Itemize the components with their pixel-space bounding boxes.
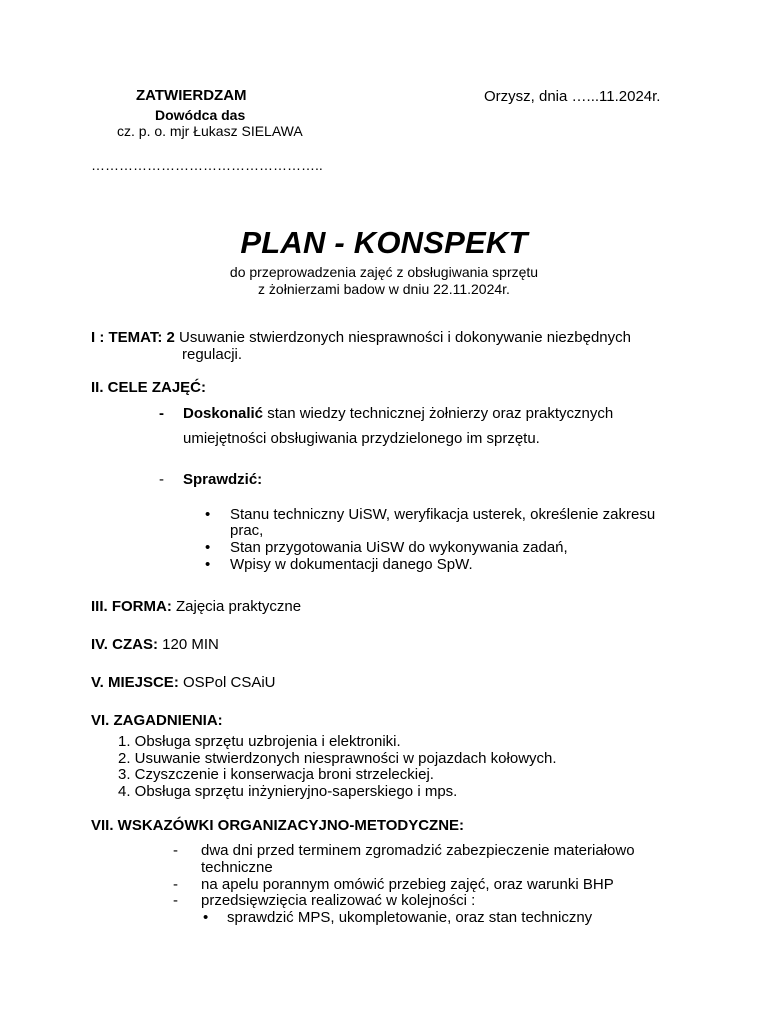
- subtitle-line-1: do przeprowadzenia zajęć z obsługiwania sprzętu: [229, 264, 539, 280]
- place-date: Orzysz, dnia …...11.2024r.: [484, 88, 661, 105]
- guideline-dash: -: [173, 876, 178, 893]
- guideline-sub-item: sprawdzić MPS, ukompletowanie, oraz stan techniczny: [227, 909, 593, 926]
- issue-item-4: 4. Obsługa sprzętu inżynieryjno-saperskiego i mps.: [118, 783, 458, 800]
- topic-text-2: regulacji.: [182, 346, 243, 363]
- place-value: OSPol CSAiU: [178, 674, 276, 691]
- form-line: [91, 598, 301, 615]
- bullet-icon: •: [203, 909, 209, 926]
- place-line: [91, 674, 276, 691]
- goal-item-1-text: stan wiedzy technicznej żołnierzy oraz praktycznych: [263, 405, 614, 422]
- time-label: IV. CZAS:: [91, 636, 158, 653]
- bullet-icon: •: [205, 506, 211, 523]
- issues-heading: VI. ZAGADNIENIA:: [91, 712, 223, 729]
- issue-item-2: 2. Usuwanie stwierdzonych niesprawności w pojazdach kołowych.: [118, 750, 557, 767]
- document-title-text: PLAN - KONSPEKT: [240, 225, 528, 260]
- guidelines-heading: VII. WSKAZÓWKI ORGANIZACYJNO-METODYCZNE:: [91, 817, 465, 834]
- guideline-item-1-line-2: techniczne: [201, 859, 273, 876]
- issue-item-3: 3. Czyszczenie i konserwacja broni strzeleckiej.: [118, 766, 434, 783]
- check-item-3: Wpisy w dokumentacji danego SpW.: [230, 556, 473, 573]
- guideline-dash: -: [173, 892, 178, 909]
- time-value: 120 MIN: [157, 636, 219, 653]
- approve-heading: ZATWIERDZAM: [136, 87, 247, 104]
- goal-dash-1: -: [159, 405, 164, 422]
- goals-heading: II. CELE ZAJĘĆ:: [91, 379, 207, 396]
- bullet-icon: •: [205, 556, 211, 573]
- goal-item-1-line-2: umiejętności obsługiwania przydzielonego im sprzętu.: [183, 430, 540, 447]
- check-item-1-line-2: prac,: [230, 522, 264, 539]
- place-label: V. MIEJSCE:: [91, 674, 179, 691]
- guideline-item-3: przedsięwzięcia realizować w kolejności :: [201, 892, 476, 909]
- form-label: III. FORMA:: [91, 598, 172, 615]
- guideline-item-1: dwa dni przed terminem zgromadzić zabezpieczenie materiałowo: [201, 842, 635, 859]
- commander-title: Dowódca das: [155, 107, 246, 123]
- goal-item-1: [183, 405, 613, 422]
- issue-item-1: 1. Obsługa sprzętu uzbrojenia i elektroniki.: [118, 733, 401, 750]
- document-title: [0, 225, 768, 261]
- check-item-1: Stanu techniczny UiSW, weryfikacja usterek, określenie zakresu: [230, 506, 656, 523]
- goal-item-2-verb: Sprawdzić:: [183, 471, 263, 488]
- time-line: [91, 636, 219, 653]
- bullet-icon: •: [205, 539, 211, 556]
- topic-label: I : TEMAT: 2: [91, 329, 175, 346]
- topic-text-1: Usuwanie stwierdzonych niesprawności i dokonywanie niezbędnych: [174, 329, 631, 346]
- form-value: Zajęcia praktyczne: [171, 598, 302, 615]
- commander-name: cz. p. o. mjr Łukasz SIELAWA: [117, 123, 303, 139]
- guideline-item-2: na apelu porannym omówić przebieg zajęć, oraz warunki BHP: [201, 876, 614, 893]
- goal-item-1-verb: Doskonalić: [183, 405, 264, 422]
- signature-line: …………………………………………..: [91, 157, 323, 173]
- topic-line-1: [91, 329, 631, 346]
- guideline-dash: -: [173, 842, 178, 859]
- goal-dash-2: -: [159, 471, 164, 488]
- check-item-2: Stan przygotowania UiSW do wykonywania zadań,: [230, 539, 568, 556]
- subtitle-line-2: z żołnierzami badow w dniu 22.11.2024r.: [258, 281, 510, 297]
